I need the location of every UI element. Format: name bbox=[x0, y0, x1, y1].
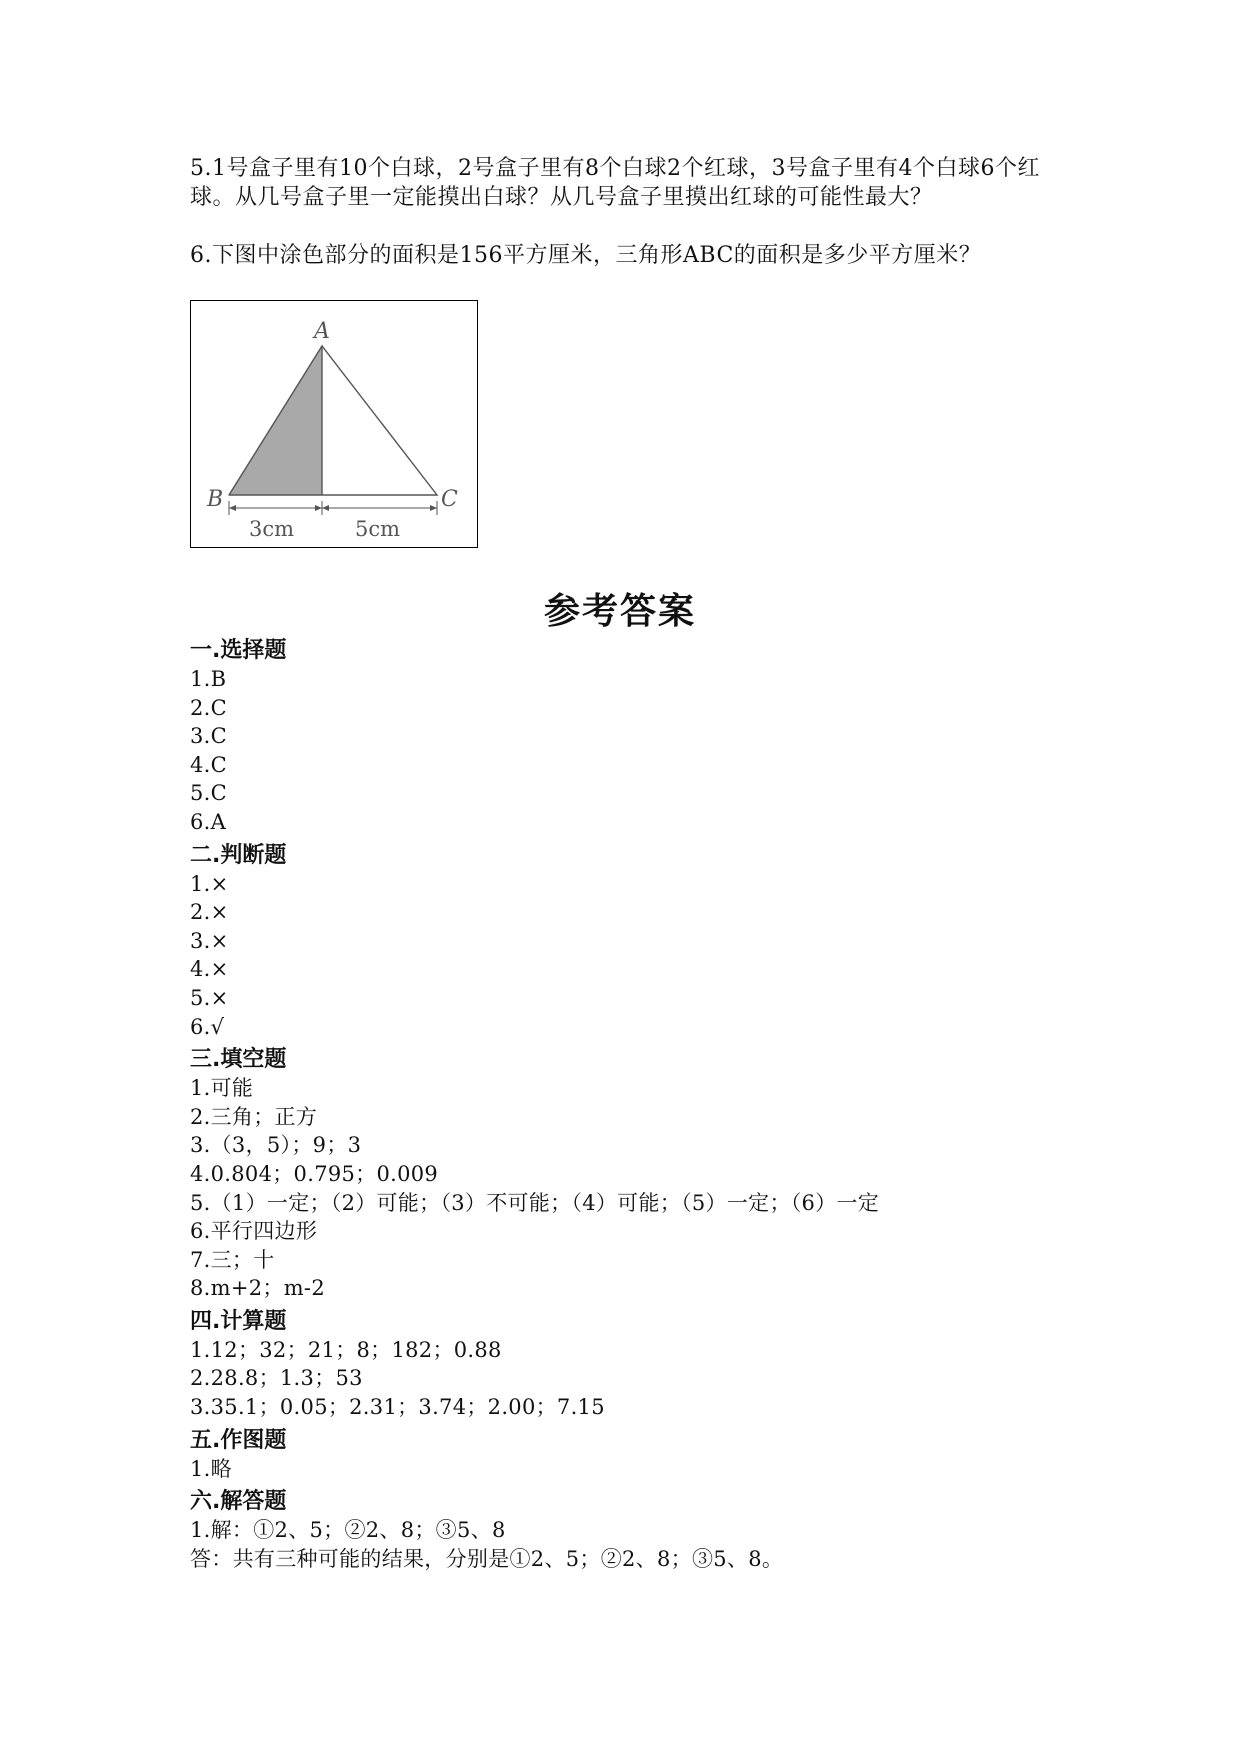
section-title: 一.选择题 bbox=[190, 638, 287, 663]
question-5: 5.1号盒子里有10个白球，2号盒子里有8个白球2个红球，3号盒子里有4个白球6个红球。从几号盒子里一定能摸出白球？从几号盒子里摸出红球的可能性最大？ bbox=[190, 156, 1040, 210]
answer-item: 7.三；十 bbox=[190, 1247, 275, 1272]
arrow-right bbox=[430, 505, 437, 511]
section-title: 二.判断题 bbox=[190, 842, 287, 868]
answer-item: 4.0.804；0.795；0.009 bbox=[190, 1161, 439, 1186]
answer-item: 2.× bbox=[190, 900, 229, 925]
answer-item: 8.m+2；m-2 bbox=[190, 1276, 325, 1301]
answer-item: 4.C bbox=[190, 752, 228, 777]
answer-item: 5.C bbox=[190, 781, 228, 806]
answers-list bbox=[190, 632, 1070, 1573]
answer-item: 5.（1）一定；（2）可能；（3）不可能；（4）可能；（5）一定；（6）一定 bbox=[190, 1190, 880, 1215]
section-title: 四.计算题 bbox=[190, 1308, 287, 1334]
answer-item: 1.× bbox=[190, 871, 229, 896]
answer-item: 3.× bbox=[190, 928, 229, 953]
triangle-figure bbox=[190, 300, 478, 548]
answer-item: 2.C bbox=[190, 695, 228, 720]
answer-item: 4.× bbox=[190, 957, 229, 982]
answer-item: 1.12；32；21；8；182；0.88 bbox=[190, 1337, 502, 1362]
answer-item: 答：共有三种可能的结果，分别是①2、5；②2、8；③5、8。 bbox=[190, 1546, 784, 1571]
answer-item: 2.三角；正方 bbox=[190, 1104, 318, 1129]
answer-item: 3.35.1；0.05；2.31；3.74；2.00；7.15 bbox=[190, 1395, 605, 1420]
answer-item: 1.可能 bbox=[190, 1076, 254, 1101]
arrow-middle-right bbox=[322, 505, 329, 511]
answer-item: 3.C bbox=[190, 724, 228, 749]
left-length-label: 3cm bbox=[249, 517, 295, 541]
answers-title: 参考答案 bbox=[543, 591, 696, 632]
section-title: 三.填空题 bbox=[190, 1047, 287, 1073]
answer-item: 1.解：①2、5；②2、8；③5、8 bbox=[190, 1518, 506, 1543]
answer-item: 6.平行四边形 bbox=[190, 1219, 318, 1244]
section-title: 六.解答题 bbox=[190, 1489, 287, 1515]
vertex-a-label: A bbox=[314, 319, 330, 344]
section-title: 五.作图题 bbox=[190, 1427, 287, 1453]
answer-item: 6.√ bbox=[190, 1014, 225, 1039]
vertex-b-label: B bbox=[207, 487, 224, 512]
answer-item: 3.（3，5）；9；3 bbox=[190, 1133, 362, 1158]
answer-item: 5.× bbox=[190, 985, 229, 1010]
answer-item: 1.略 bbox=[190, 1456, 232, 1481]
arrow-left bbox=[229, 505, 236, 511]
answer-item: 2.28.8；1.3；53 bbox=[190, 1366, 363, 1391]
arrow-middle-left bbox=[315, 505, 322, 511]
right-length-label: 5cm bbox=[355, 517, 401, 541]
answer-item: 1.B bbox=[190, 667, 227, 691]
vertex-c-label: C bbox=[441, 487, 458, 512]
question-6: 6.下图中涂色部分的面积是156平方厘米，三角形ABC的面积是多少平方厘米？ bbox=[190, 243, 982, 268]
answer-item: 6.A bbox=[190, 809, 227, 834]
triangle-diagram bbox=[191, 301, 477, 547]
